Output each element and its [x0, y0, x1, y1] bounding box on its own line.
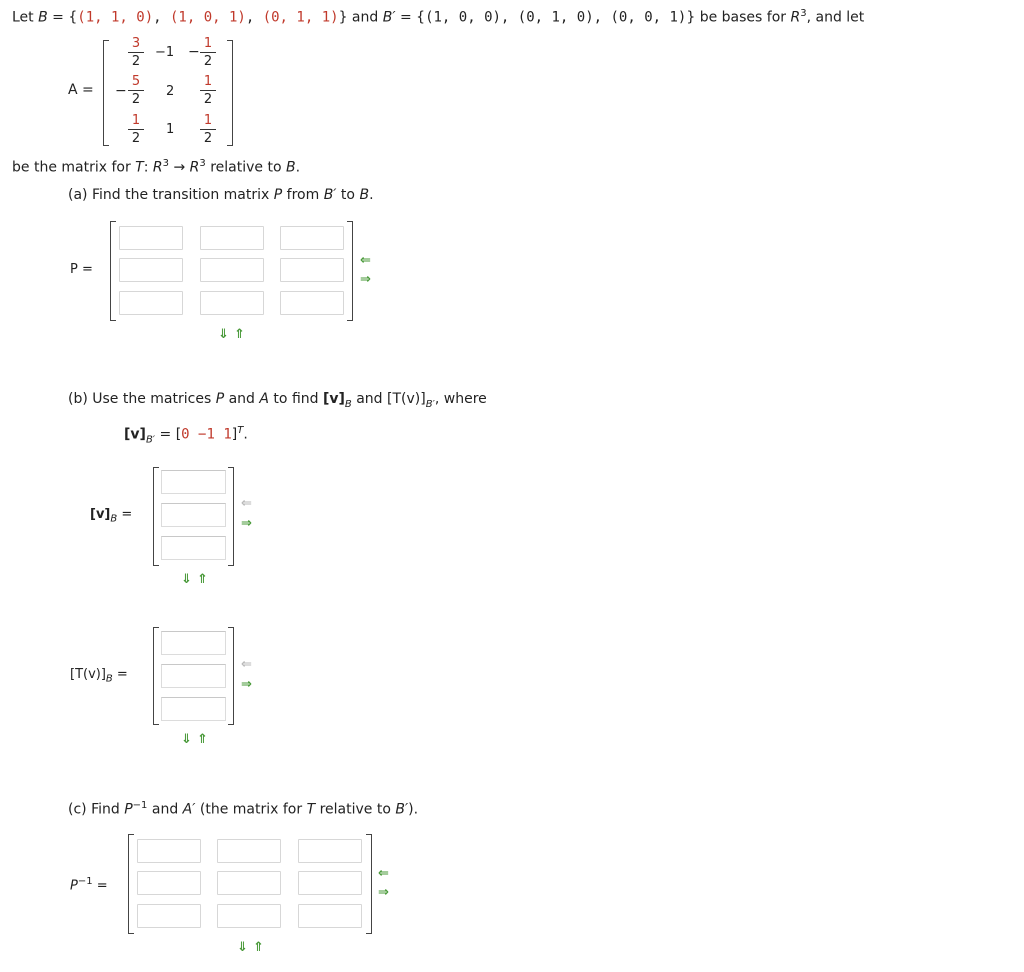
- matrix-p-r2c2-input[interactable]: [200, 258, 264, 282]
- matrix-p-remove-row-icon[interactable]: ⇑: [234, 327, 245, 342]
- matrix-pinv-remove-row-icon[interactable]: ⇑: [253, 940, 264, 955]
- matrix-p-remove-column-icon[interactable]: ⇐: [360, 253, 371, 268]
- matrix-pinv-r2c2-input[interactable]: [217, 871, 281, 895]
- matrix-a-r2c1-sign: −: [115, 83, 127, 99]
- vector-tv-label: $[T(v)]_B$ =: [70, 667, 128, 685]
- basis-bprime-vector-3: (0, 0, 1): [610, 9, 687, 26]
- basis-b-vector-3: (0, 1, 1): [262, 9, 339, 26]
- matrix-pinv-r1c1-input[interactable]: [137, 839, 201, 863]
- vector-tv-r2-input[interactable]: [161, 664, 226, 688]
- vector-v-r2-input[interactable]: [161, 503, 226, 527]
- matrix-p-add-column-icon[interactable]: ⇒: [360, 272, 371, 287]
- matrix-a-r2c3: $\frac{1}{2}$: [200, 74, 216, 107]
- matrix-pinv-add-row-icon[interactable]: ⇓: [237, 940, 248, 955]
- vector-v-left-bracket: [153, 467, 159, 566]
- matrix-pinv-r2c3-input[interactable]: [298, 871, 362, 895]
- vector-tv-remove-column-icon[interactable]: ⇐: [241, 657, 252, 672]
- given-vector: $[v]_{B'} = [0 -1$ 1]$^T$.: [124, 425, 248, 446]
- matrix-p-add-row-icon[interactable]: ⇓: [218, 327, 229, 342]
- part-a-prompt: (a) Find the transition matrix P from B′ to B.: [68, 187, 374, 203]
- matrix-p-right-bracket: [347, 221, 353, 321]
- matrix-pinv-r3c2-input[interactable]: [217, 904, 281, 928]
- vector-tv-remove-row-icon[interactable]: ⇑: [197, 732, 208, 747]
- matrix-p-r3c1-input[interactable]: [119, 291, 183, 315]
- matrix-pinv-label: $P^{-1}$ =: [70, 876, 108, 894]
- matrix-pinv-right-bracket: [366, 834, 372, 934]
- matrix-a-r3c1: $\frac{1}{2}$: [128, 113, 144, 146]
- vector-v-remove-row-icon[interactable]: ⇑: [197, 572, 208, 587]
- part-c-prompt: (c) Find $P^{-1}$ and A′ (the matrix for T relative to B′).: [68, 800, 419, 818]
- matrix-a-r1c2: −1: [155, 45, 175, 60]
- intro-line: Let B = {(1, 1, 0), (1, 0, 1), (0, 1, 1)} and B′ = {(1, 0, 0), (0, 1, 0), (0, 0, 1)} be bases for $R^3$, and let: [12, 8, 865, 26]
- matrix-pinv-r1c3-input[interactable]: [298, 839, 362, 863]
- basis-bprime-vector-1: (1, 0, 0): [425, 9, 501, 26]
- matrix-pinv-r1c2-input[interactable]: [217, 839, 281, 863]
- matrix-p-left-bracket: [110, 221, 116, 321]
- part-b-prompt: (b) Use the matrices P and A to find $[v]_B$ and $[T(v)]_{B'}$, where: [68, 391, 487, 410]
- vector-tv-add-row-icon[interactable]: ⇓: [181, 732, 192, 747]
- matrix-pinv-left-bracket: [128, 834, 134, 934]
- vector-v-r3-input[interactable]: [161, 536, 226, 560]
- matrix-a-r1c3: $\frac{1}{2}$: [200, 36, 216, 69]
- matrix-p-r1c1-input[interactable]: [119, 226, 183, 250]
- matrix-pinv-remove-column-icon[interactable]: ⇐: [378, 866, 389, 881]
- matrix-pinv-r3c3-input[interactable]: [298, 904, 362, 928]
- matrix-pinv-r3c1-input[interactable]: [137, 904, 201, 928]
- transform-line: be the matrix for T: $R^3 \to R^3$ relative to B.: [12, 158, 301, 176]
- matrix-a-r2c1: $\frac{5}{2}$: [128, 74, 144, 107]
- matrix-pinv-r2c1-input[interactable]: [137, 871, 201, 895]
- matrix-a-r3c2: 1: [166, 122, 175, 137]
- vector-v-add-row-icon[interactable]: ⇓: [181, 572, 192, 587]
- basis-b-vector-2: (1, 0, 1): [169, 9, 246, 26]
- matrix-a-r1c1: $\frac{3}{2}$: [128, 36, 144, 69]
- matrix-p-label: P =: [70, 262, 93, 277]
- matrix-a-label: A =: [68, 82, 94, 98]
- matrix-p-r2c1-input[interactable]: [119, 258, 183, 282]
- matrix-p-r2c3-input[interactable]: [280, 258, 344, 282]
- basis-b-vector-1: (1, 1, 0): [77, 9, 154, 26]
- vector-tv-add-column-icon[interactable]: ⇒: [241, 677, 252, 692]
- vector-v-add-column-icon[interactable]: ⇒: [241, 516, 252, 531]
- vector-v-r1-input[interactable]: [161, 470, 226, 494]
- matrix-a-left-bracket: [103, 40, 109, 146]
- matrix-pinv-add-column-icon[interactable]: ⇒: [378, 885, 389, 900]
- vector-tv-r3-input[interactable]: [161, 697, 226, 721]
- matrix-p-r3c3-input[interactable]: [280, 291, 344, 315]
- matrix-a-right-bracket: [227, 40, 233, 146]
- matrix-p-r1c3-input[interactable]: [280, 226, 344, 250]
- matrix-p-r3c2-input[interactable]: [200, 291, 264, 315]
- matrix-p-r1c2-input[interactable]: [200, 226, 264, 250]
- vector-v-remove-column-icon[interactable]: ⇐: [241, 496, 252, 511]
- vector-tv-r1-input[interactable]: [161, 631, 226, 655]
- basis-bprime-vector-2: (0, 1, 0): [517, 9, 594, 26]
- vector-v-right-bracket: [228, 467, 234, 566]
- vector-v-label: $[v]_B$ =: [90, 507, 133, 525]
- vector-tv-left-bracket: [153, 627, 159, 725]
- matrix-a-r3c3: $\frac{1}{2}$: [200, 113, 216, 146]
- vector-tv-right-bracket: [228, 627, 234, 725]
- matrix-a-r1c3-sign: −: [188, 44, 200, 60]
- matrix-a-r2c2: 2: [166, 84, 175, 99]
